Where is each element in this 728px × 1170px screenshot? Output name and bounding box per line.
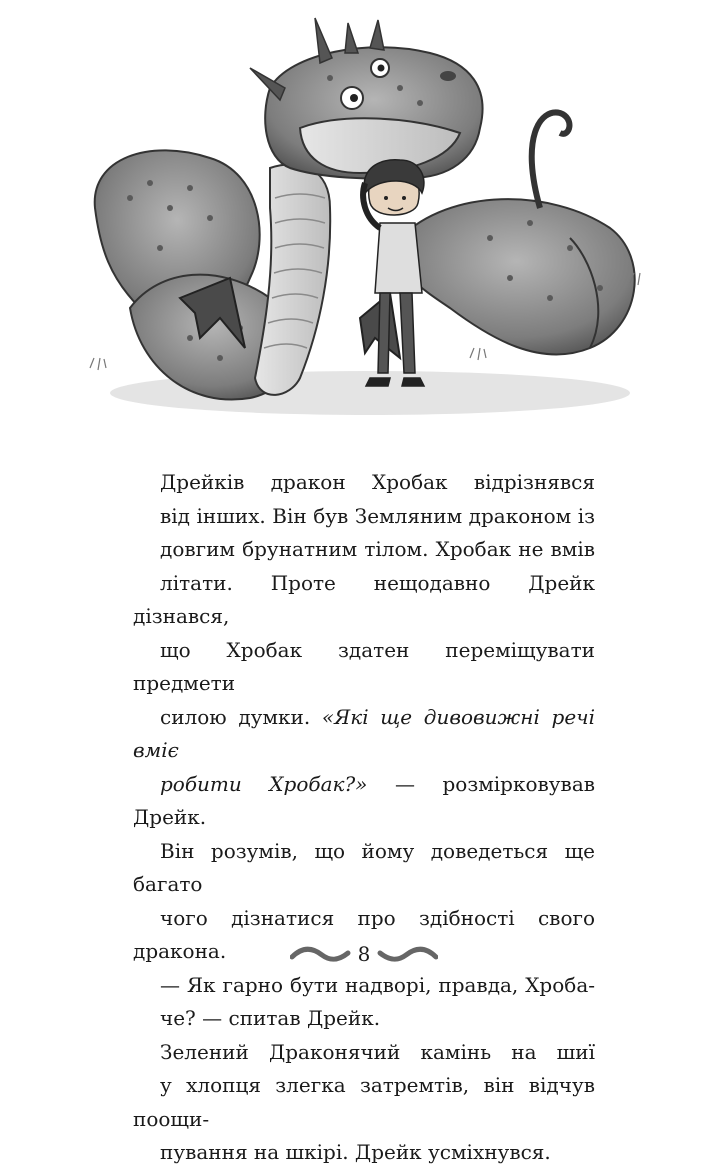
text-line (133, 1069, 595, 1136)
paragraph (133, 466, 595, 969)
text-run: що Хробак здатен переміщувати предмети (133, 637, 595, 695)
paragraph (133, 969, 595, 1036)
page-number: 8 (357, 942, 371, 966)
text-run: — Як гарно бути надворі, правда, Хроба- (160, 972, 595, 997)
text-line (133, 1002, 595, 1036)
dragon-and-boy-illustration (70, 8, 660, 423)
text-run: Дрейків дракон Хробак відрізнявся (160, 470, 595, 494)
text-line (133, 634, 595, 701)
text-line (133, 466, 595, 500)
text-run: — розмірковував Дрейк. (133, 771, 595, 829)
text-run: Зелений Драконячий камінь на шиї (160, 1039, 595, 1064)
text-run: у хлопця злегка затремтів, він відчув поощи- (133, 1073, 595, 1131)
italic-text: робити Хробак?» (160, 771, 368, 796)
text-line (133, 768, 595, 835)
paragraph (133, 1036, 595, 1170)
text-run: силою думки. (160, 704, 322, 729)
text-run: довгим брунатним тілом. Хробак не вмів (160, 537, 595, 561)
text-line (133, 1036, 595, 1070)
text-line (133, 701, 595, 768)
text-line (133, 1136, 595, 1170)
text-run: літати. Проте нещодавно Дрейк дізнався, (133, 570, 595, 628)
italic-text: «Які ще дивовижні речі вміє (133, 704, 595, 762)
text-line (133, 567, 595, 634)
page-footer (290, 935, 438, 975)
text-run: від інших. Він був Земляним драконом із (160, 503, 595, 528)
text-line (133, 533, 595, 567)
text-line (133, 835, 595, 902)
body-text (133, 466, 595, 1170)
text-run: пування на шкірі. Дрейк усміхнувся. (160, 1140, 551, 1164)
text-line (133, 500, 595, 534)
text-run: Він розумів, що йому доведеться ще багато (133, 838, 595, 896)
text-run: че? — спитав Дрейк. (160, 1006, 381, 1030)
text-run: чого дізнатися про здібності свого дракона. (133, 905, 595, 963)
